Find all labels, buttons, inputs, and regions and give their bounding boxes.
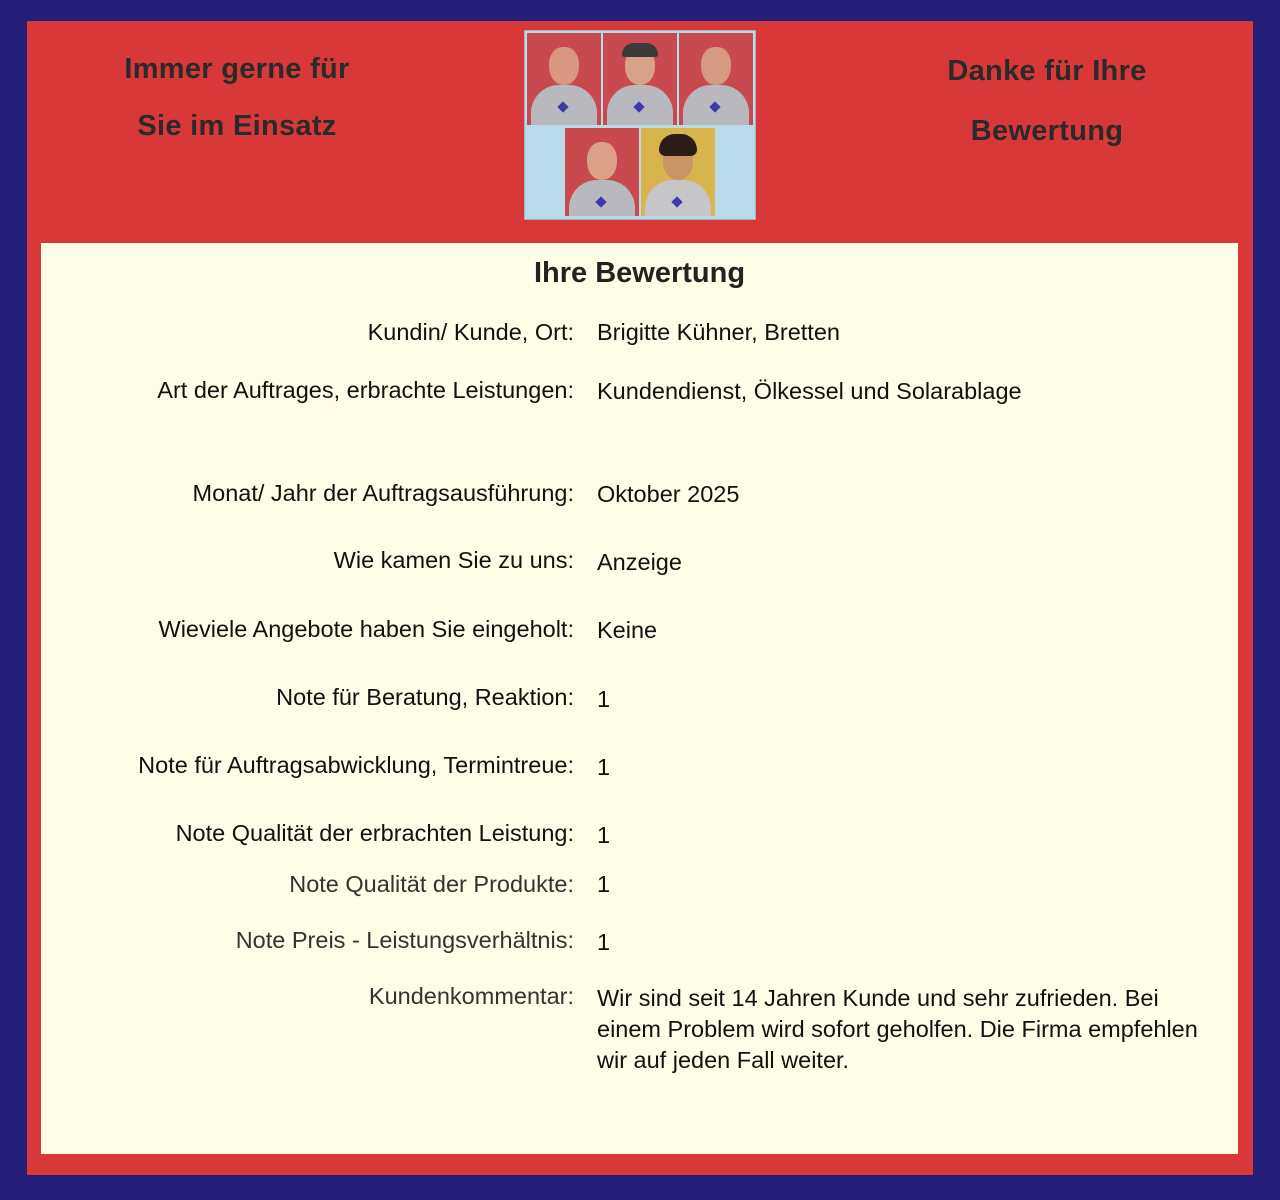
row-label: Art der Auftrages, erbrachte Leistungen: <box>157 377 574 403</box>
row-value: Kundendienst, Ölkessel und Solarablage <box>597 378 1022 404</box>
row-value: 1 <box>597 822 611 848</box>
row-value: Keine <box>597 617 658 643</box>
team-member-photo <box>603 33 677 125</box>
header-right-line2: Bewertung <box>970 115 1124 147</box>
row-label: Kundenkommentar: <box>368 983 574 1009</box>
customer-comment: Wir sind seit 14 Jahren Kunde und sehr zufrieden. Bei einem Problem wird sofort geholfen. Die Firma empfehlen wir auf jeden Fall weiter. <box>597 985 1198 1073</box>
row-label: Note Preis - Leistungsverhältnis: <box>235 927 574 953</box>
page-title: Ihre Bewertung <box>533 257 746 289</box>
row-label: Note für Auftragsabwicklung, Termintreue: <box>138 752 574 778</box>
row-value: 1 <box>597 871 611 897</box>
team-member-photo <box>527 33 601 125</box>
header-right-text <box>897 41 1197 161</box>
team-member-photo <box>679 33 753 125</box>
row-label: Note für Beratung, Reaktion: <box>276 684 574 710</box>
row-label: Wieviele Angebote haben Sie eingeholt: <box>158 616 574 642</box>
review-card <box>41 243 1238 1154</box>
row-value: Brigitte Kühner, Bretten <box>597 319 840 345</box>
row-label: Note Qualität der erbrachten Leistung: <box>175 820 574 846</box>
header-left-line1: Immer gerne für <box>124 53 350 85</box>
row-value: Oktober 2025 <box>597 481 740 507</box>
row-value: 1 <box>597 686 611 712</box>
header-left-line2: Sie im Einsatz <box>137 110 337 142</box>
row-label: Note Qualität der Produkte: <box>289 871 574 897</box>
team-member-photo <box>565 128 639 216</box>
row-value: Anzeige <box>597 549 682 575</box>
team-member-photo <box>641 128 715 216</box>
row-value: 1 <box>597 929 611 955</box>
row-label: Monat/ Jahr der Auftragsausführung: <box>192 480 574 506</box>
row-label: Kundin/ Kunde, Ort: <box>367 319 574 345</box>
team-photo <box>524 30 756 220</box>
header-left-text <box>87 41 387 155</box>
row-value: 1 <box>597 754 611 780</box>
header-right-line1: Danke für Ihre <box>947 55 1147 87</box>
row-label: Wie kamen Sie zu uns: <box>333 547 574 573</box>
